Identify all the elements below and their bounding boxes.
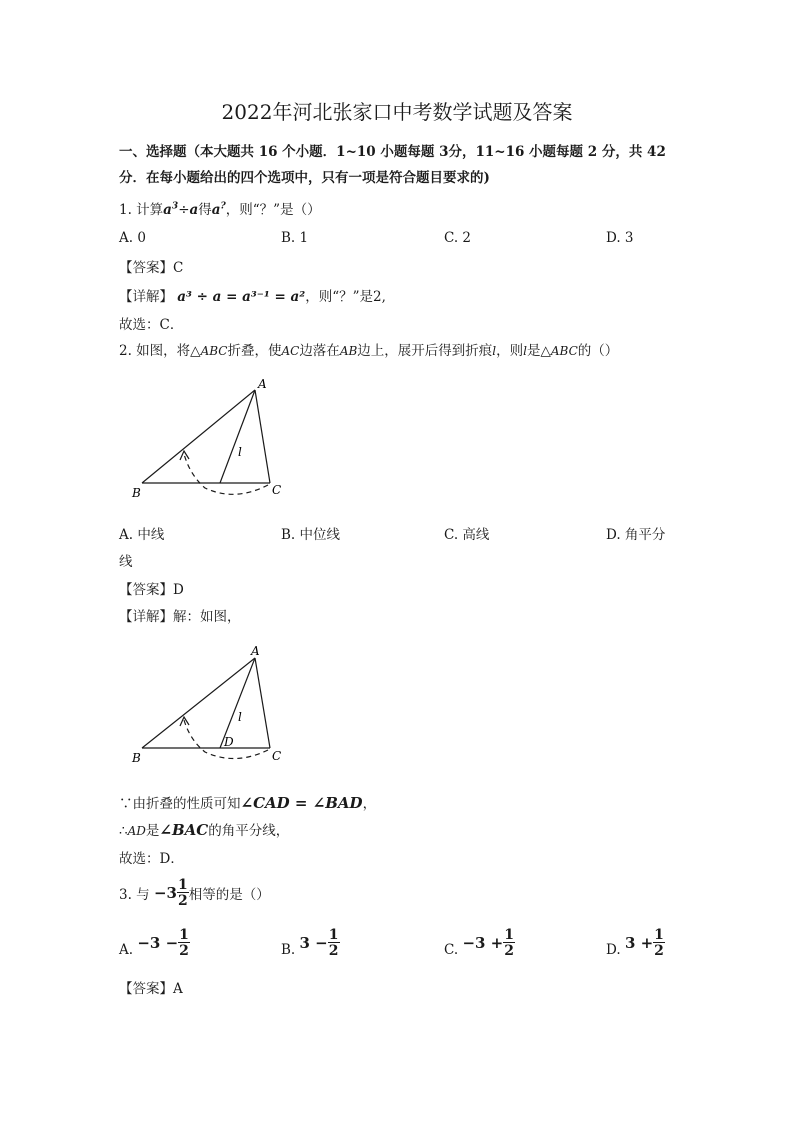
q3-stem	[119, 878, 270, 908]
q3-option-lead: 3 −	[299, 934, 328, 952]
q3-suffix: 相等的是（）	[188, 887, 270, 903]
q1-answer: 【答案】C	[119, 260, 184, 276]
q1-suffix: ，则“？”是（）	[225, 202, 321, 218]
q2-abc-2: ABC	[550, 344, 578, 358]
q2-abc-1: ABC	[200, 344, 228, 358]
q3-option-b	[281, 928, 340, 958]
label-l: l	[238, 710, 242, 724]
q1-sup-q: ?	[220, 201, 226, 212]
q2-reason-2	[119, 819, 289, 839]
fraction-den: 2	[179, 943, 189, 959]
q2-reason-2-ad: AD	[127, 824, 146, 838]
q3-mixed-num: 1	[177, 877, 188, 893]
q3-mixed-den: 2	[177, 893, 188, 909]
fraction-den: 2	[654, 943, 664, 959]
q3-mixed-whole: −3	[153, 884, 177, 902]
q2-stem-3: 边落在	[299, 343, 340, 359]
label-D: D	[224, 735, 234, 749]
q3-option-fraction	[328, 928, 340, 958]
fraction-den: 2	[504, 943, 514, 959]
section-heading-line2: 分．在每小题给出的四个选项中，只有一项是符合题目要求的)	[119, 170, 490, 186]
q2-stem-5: ，则	[496, 343, 524, 359]
side-ac	[255, 658, 270, 748]
fraction-den: 2	[328, 943, 339, 959]
label-A: A	[258, 377, 267, 391]
q1-option-a: A. 0	[119, 230, 146, 246]
q3-mixed-fraction	[177, 878, 189, 908]
label-C: C	[272, 749, 282, 763]
q1-stem	[119, 198, 321, 218]
label-C: C	[272, 483, 282, 497]
q2-stem-7: 的（）	[577, 343, 619, 359]
q1-option-c: C. 2	[444, 230, 472, 246]
section-heading-line1: 一、选择题（本大题共 16 个小题．1~10 小题每题 3分，11~16 小题每题 2 分，共 42	[119, 144, 666, 160]
q1-sup3: 3	[171, 201, 179, 212]
side-ac	[255, 390, 270, 483]
q1-detail-expr: a³ ÷ a = a³⁻¹ = a²	[177, 289, 306, 305]
q1-conclusion: 故选：C．	[119, 317, 184, 333]
q2-ac: AC	[281, 344, 300, 358]
fraction-num: 1	[504, 927, 514, 943]
q2-answer: 【答案】D	[119, 582, 184, 598]
q2-detail: 【详解】解：如图，	[119, 609, 241, 625]
q2-figure-triangle-detail	[120, 638, 300, 773]
q2-conclusion: 故选：D．	[119, 851, 184, 867]
q2-stem-4: 边上，展开后得到折痕	[357, 343, 493, 359]
q3-option-lead: −3 +	[462, 934, 504, 952]
q2-stem-2: 折叠，使	[227, 343, 282, 359]
q2-option-d-wrap: 线	[119, 554, 133, 570]
q2-reason-2-suffix: 的角平分线，	[208, 823, 290, 839]
q1-option-b: B. 1	[281, 230, 309, 246]
q1-detail	[119, 285, 386, 305]
q3-option-lead: 3 +	[624, 934, 654, 952]
q1-prefix: 1. 计算	[119, 202, 164, 218]
q3-option-lead: −3 −	[137, 934, 179, 952]
q1-expr-a2: a	[211, 202, 221, 218]
q3-option-c	[444, 928, 515, 958]
q2-reason-1-prefix: ∵由折叠的性质可知	[119, 796, 241, 812]
q1-detail-suffix: ，则“？”是2,	[305, 289, 386, 305]
q2-reason-2-mid: 是	[145, 823, 160, 839]
page-title: 2022年河北张家口中考数学试题及答案	[221, 100, 573, 124]
q2-stem-1: 2. 如图，将△	[119, 343, 201, 359]
q2-l-1: l	[492, 344, 497, 358]
label-B: B	[132, 486, 141, 500]
fold-arc	[184, 454, 268, 494]
q3-option-d	[606, 928, 665, 958]
q3-option-fraction	[503, 928, 515, 958]
q1-div: ÷	[178, 202, 190, 218]
label-l: l	[238, 445, 242, 459]
q2-option-d: D. 角平分	[606, 527, 666, 543]
fraction-num: 1	[179, 927, 189, 943]
fraction-num: 1	[328, 927, 339, 943]
q2-reason-2-expr: ∠BAC	[159, 821, 209, 839]
q3-option-letter: A.	[119, 942, 134, 958]
q2-l-2: l	[523, 344, 527, 358]
q3-option-a	[119, 928, 190, 958]
q1-expr-a3: a	[163, 202, 172, 218]
q3-option-letter: D.	[606, 942, 621, 958]
q2-reason-1-suffix: ，	[362, 796, 377, 812]
q3-prefix: 3. 与	[119, 887, 150, 903]
q3-answer: 【答案】A	[119, 981, 183, 997]
q2-option-a: A. 中线	[119, 527, 165, 543]
q1-de: 得	[198, 202, 212, 218]
q3-option-fraction	[653, 928, 665, 958]
q3-option-letter: C.	[444, 942, 459, 958]
fold-arrow-head	[180, 451, 189, 460]
label-A: A	[251, 644, 260, 658]
q2-stem	[119, 339, 618, 359]
q3-option-letter: B.	[281, 942, 296, 958]
q1-expr-a: a	[189, 202, 199, 218]
q2-ab: AB	[339, 344, 358, 358]
q2-reason-2-prefix: ∴	[119, 823, 128, 839]
q2-reason-1-expr: ∠CAD = ∠BAD	[240, 794, 363, 812]
q2-reason-1	[119, 792, 376, 812]
q1-detail-label: 【详解】	[119, 289, 173, 305]
q2-stem-6: 是△	[526, 343, 551, 359]
q2-figure-triangle	[120, 370, 300, 505]
q1-option-d: D. 3	[606, 230, 634, 246]
q2-option-b: B. 中位线	[281, 527, 341, 543]
fraction-num: 1	[654, 927, 664, 943]
q3-option-fraction	[178, 928, 190, 958]
q2-option-c: C. 高线	[444, 527, 490, 543]
label-B: B	[132, 751, 141, 765]
